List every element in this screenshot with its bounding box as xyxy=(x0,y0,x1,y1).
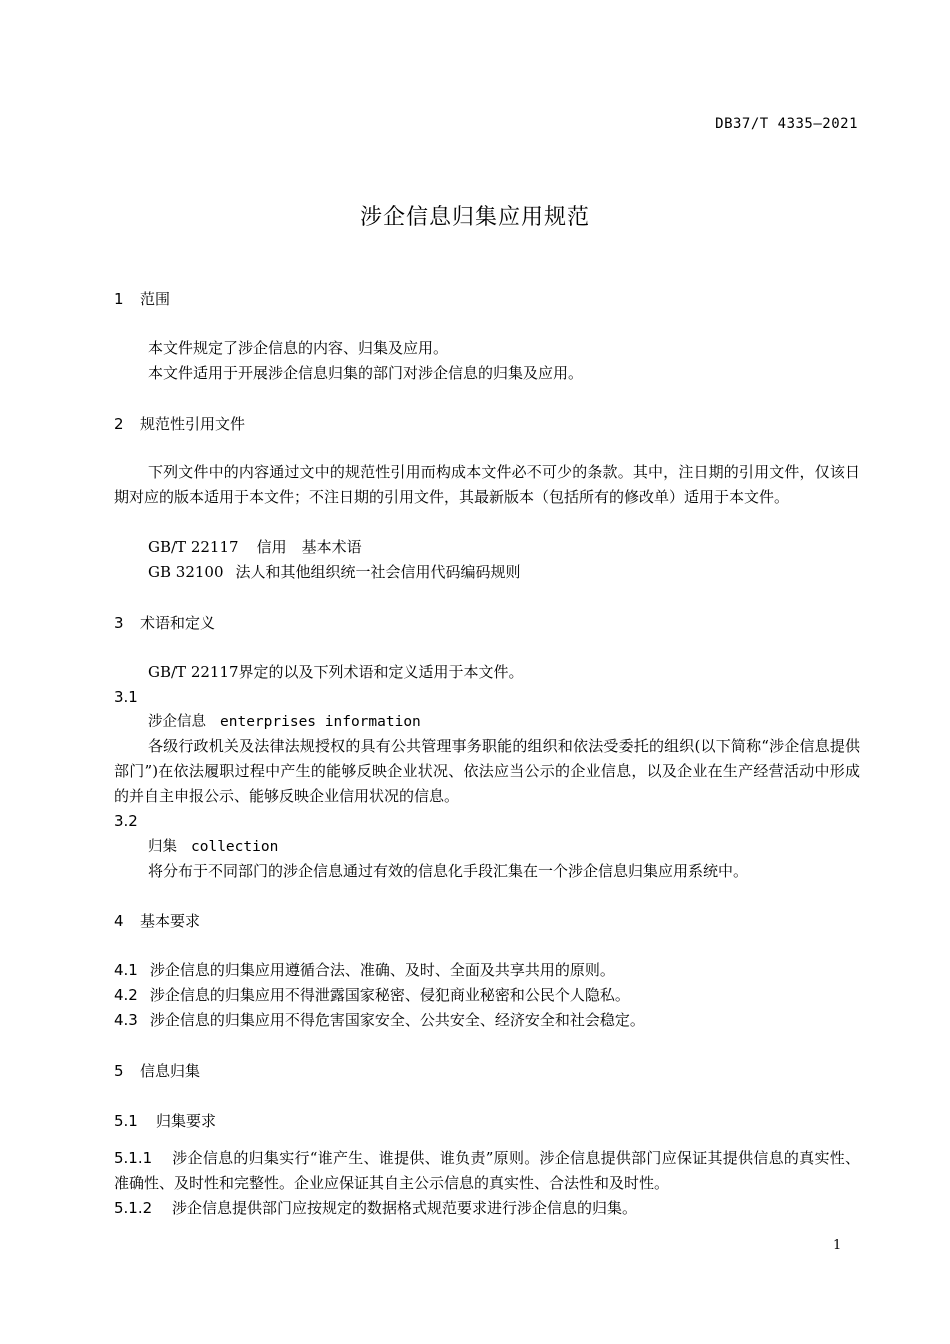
term-entry xyxy=(148,835,278,856)
paragraph: GB/T 22117界定的以及下列术语和定义适用于本文件。 xyxy=(148,663,524,681)
section-number: 1 xyxy=(114,290,124,308)
section-number: 3 xyxy=(114,614,124,632)
reference-item xyxy=(148,560,521,585)
clause-number: 4.3 xyxy=(114,1011,138,1029)
reference-item xyxy=(148,535,362,560)
term-definition: 将分布于不同部门的涉企信息通过有效的信息化手段汇集在一个涉企信息归集应用系统中。 xyxy=(148,862,749,880)
page-number: 1 xyxy=(833,1238,842,1253)
paragraph: 下列文件中的内容通过文中的规范性引用而构成本文件必不可少的条款。其中，注日期的引用文件，仅该日期对应的版本适用于本文件；不注日期的引用文件，其最新版本（包括所有的修改单）适用于本文件。 xyxy=(114,463,860,506)
section-2-heading xyxy=(114,413,245,434)
clause-text: 涉企信息的归集应用不得泄露国家秘密、侵犯商业秘密和公民个人隐私。 xyxy=(149,986,630,1004)
subsection-number: 5.1 xyxy=(114,1112,138,1130)
term-en: collection xyxy=(191,839,279,855)
document-title: 涉企信息归集应用规范 xyxy=(359,205,590,230)
clause-number: 4.2 xyxy=(114,986,138,1004)
clause-text: 涉企信息的归集应用不得危害国家安全、公共安全、经济安全和社会稳定。 xyxy=(149,1011,645,1029)
clause xyxy=(114,958,615,983)
section-number: 2 xyxy=(114,415,124,433)
paragraph: 本文件规定了涉企信息的内容、归集及应用。 xyxy=(148,339,449,357)
section-3-heading xyxy=(114,612,215,633)
clause xyxy=(114,1146,860,1196)
section-number: 4 xyxy=(114,912,124,930)
subsection-title: 归集要求 xyxy=(156,1112,217,1130)
section-5-heading xyxy=(114,1060,200,1081)
clause-number: 5.1.1 xyxy=(114,1149,153,1167)
subsection-5-1-heading xyxy=(114,1110,216,1131)
term-number: 3.1 xyxy=(114,688,138,706)
term-entry xyxy=(148,710,421,731)
section-4-heading xyxy=(114,910,200,931)
clause-number: 5.1.2 xyxy=(114,1199,153,1217)
section-title: 规范性引用文件 xyxy=(140,415,246,433)
section-title: 信息归集 xyxy=(140,1062,201,1080)
section-1-heading xyxy=(114,288,170,309)
reference-code: GB/T 22117 xyxy=(148,538,239,556)
clause-text: 涉企信息的归集实行“谁产生、谁提供、谁负责”原则。涉企信息提供部门应保证其提供信息的真实性、准确性、及时性和完整性。企业应保证其自主公示信息的真实性、合法性和及时性。 xyxy=(114,1149,860,1192)
term-number: 3.2 xyxy=(114,812,138,830)
clause-number: 4.1 xyxy=(114,961,138,979)
clause xyxy=(114,983,630,1008)
clause-text: 涉企信息提供部门应按规定的数据格式规范要求进行涉企信息的归集。 xyxy=(172,1199,638,1217)
term-zh: 涉企信息 xyxy=(148,714,206,730)
standard-code: DB37/T 4335—2021 xyxy=(715,116,858,132)
term-zh: 归集 xyxy=(148,839,177,855)
section-number: 5 xyxy=(114,1062,124,1080)
clause xyxy=(114,1196,637,1221)
reference-code: GB 32100 xyxy=(148,563,224,581)
clause xyxy=(114,1008,645,1033)
term-definition: 各级行政机关及法律法规授权的具有公共管理事务职能的组织和依法受委托的组织(以下简称“涉企信息提供部门”)在依法履职过程中产生的能够反映企业状况、依法应当公示的企业信息，以及企业在生产经营活动中形成的并自主申报公示、能够反映企业信用状况的信息。 xyxy=(114,737,860,805)
clause-text: 涉企信息的归集应用遵循合法、准确、及时、全面及共享共用的原则。 xyxy=(149,961,615,979)
section-title: 基本要求 xyxy=(140,912,201,930)
section-title: 术语和定义 xyxy=(140,614,216,632)
section-title: 范围 xyxy=(140,290,171,308)
reference-title: 信用 基本术语 xyxy=(256,538,362,556)
paragraph: 本文件适用于开展涉企信息归集的部门对涉企信息的归集及应用。 xyxy=(148,364,584,382)
reference-title: 法人和其他组织统一社会信用代码编码规则 xyxy=(235,563,521,581)
term-en: enterprises information xyxy=(220,714,421,730)
